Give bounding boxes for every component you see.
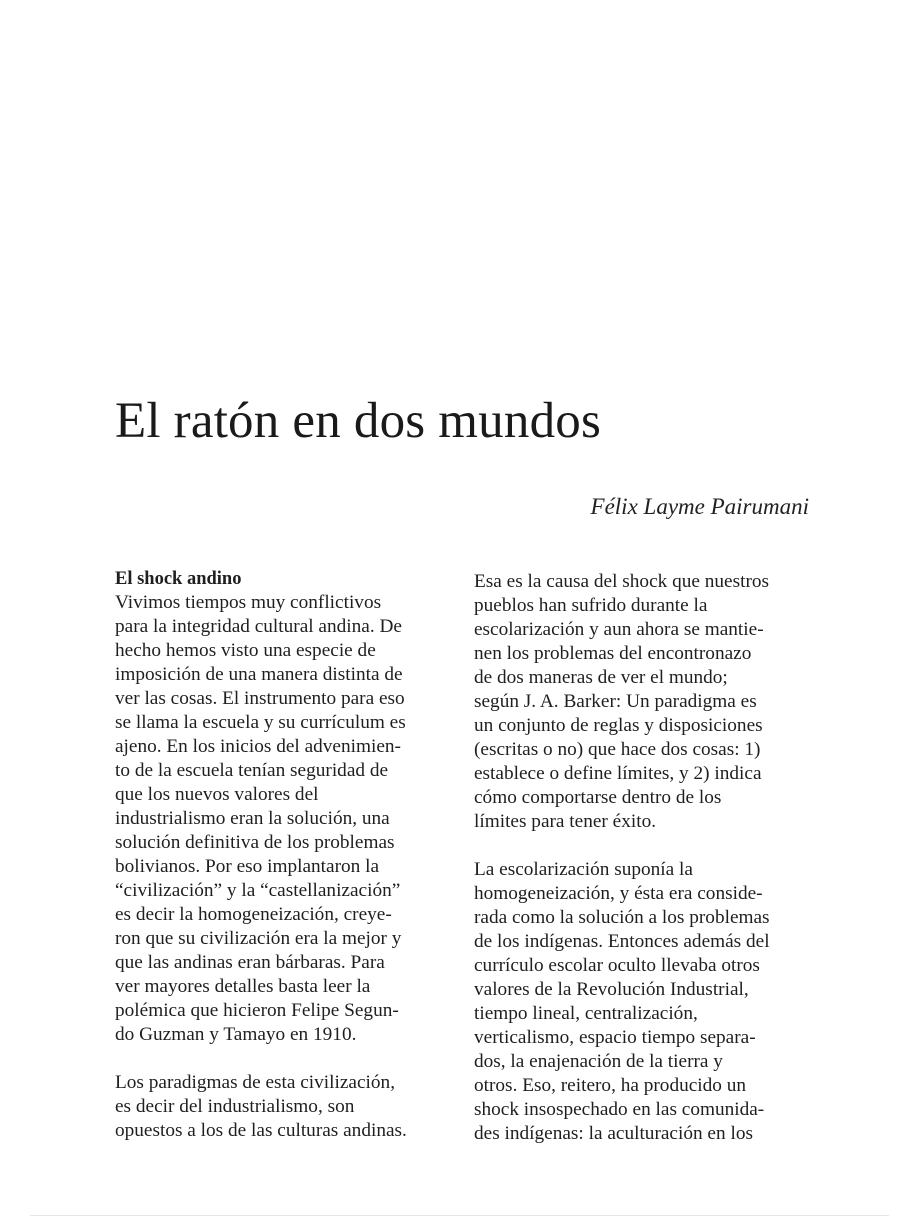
text-line: ver las cosas. El instrumento para eso	[115, 688, 405, 709]
author-name: Félix Layme Pairumani	[590, 494, 809, 519]
text-line: imposición de una manera distinta de	[115, 664, 403, 685]
text-line: opuestos a los de las culturas andinas.	[115, 1120, 407, 1141]
text-line: polémica que hicieron Felipe Segun-	[115, 1000, 399, 1021]
text-line: ajeno. En los inicios del advenimien-	[115, 736, 401, 757]
text-line: que los nuevos valores del	[115, 784, 319, 805]
text-line: establece o define límites, y 2) indica	[474, 763, 762, 784]
text-line: escolarización y aun ahora se mantie-	[474, 619, 764, 640]
right-column	[474, 570, 819, 1146]
text-line: Esa es la causa del shock que nuestros	[474, 571, 770, 592]
text-line: des indígenas: la aculturación en los	[474, 1123, 753, 1144]
text-line: solución definitiva de los problemas	[115, 832, 395, 853]
text-line: ver mayores detalles basta leer la	[115, 976, 371, 997]
text-line: currículo escolar oculto llevaba otros	[474, 955, 760, 976]
text-line: industrialismo eran la solución, una	[115, 808, 390, 829]
article-title: El ratón en dos mundos	[115, 393, 602, 449]
left-paragraph-2	[115, 1071, 455, 1143]
text-line: homogeneización, y ésta era conside-	[474, 883, 763, 904]
text-line: otros. Eso, reitero, ha producido un	[474, 1075, 747, 1096]
text-line: tiempo lineal, centralización,	[474, 1003, 698, 1024]
text-line: valores de la Revolución Industrial,	[474, 979, 749, 1000]
text-line: es decir la homogeneización, creye-	[115, 904, 392, 925]
text-line: “civilización” y la “castellanización”	[115, 880, 401, 901]
paragraph-gap	[115, 1047, 455, 1071]
text-line: límites para tener éxito.	[474, 811, 657, 832]
right-paragraph-2	[474, 858, 819, 1146]
right-paragraph-1	[474, 570, 819, 834]
text-line: rada como la solución a los problemas	[474, 907, 770, 928]
text-line: verticalismo, espacio tiempo separa-	[474, 1027, 756, 1048]
text-line: de los indígenas. Entonces además del	[474, 931, 770, 952]
text-line: según J. A. Barker: Un paradigma es	[474, 691, 757, 712]
text-line: para la integridad cultural andina. De	[115, 616, 402, 637]
text-line: nen los problemas del encontronazo	[474, 643, 752, 664]
text-line: to de la escuela tenían seguridad de	[115, 760, 389, 781]
text-line: de dos maneras de ver el mundo;	[474, 667, 728, 688]
text-line: hecho hemos visto una especie de	[115, 640, 376, 661]
text-line: un conjunto de reglas y disposiciones	[474, 715, 763, 736]
section-heading: El shock andino	[115, 569, 242, 589]
text-line: bolivianos. Por eso implantaron la	[115, 856, 380, 877]
text-line: dos, la enajenación de la tierra y	[474, 1051, 723, 1072]
text-line: es decir del industrialismo, son	[115, 1096, 355, 1117]
text-line: Vivimos tiempos muy conflictivos	[115, 592, 382, 613]
text-line: ron que su civilización era la mejor y	[115, 928, 402, 949]
paragraph-gap	[474, 834, 819, 858]
left-paragraph-1	[115, 591, 455, 1047]
text-line: shock insospechado en las comunida-	[474, 1099, 765, 1120]
text-line: cómo comportarse dentro de los	[474, 787, 722, 808]
text-line: que las andinas eran bárbaras. Para	[115, 952, 385, 973]
text-line: La escolarización suponía la	[474, 859, 693, 880]
left-column	[115, 567, 455, 1143]
text-line: do Guzman y Tamayo en 1910.	[115, 1024, 357, 1045]
text-line: (escritas o no) que hace dos cosas: 1)	[474, 739, 761, 760]
text-line: Los paradigmas de esta civilización,	[115, 1072, 396, 1093]
page-bottom-divider	[30, 1215, 889, 1216]
text-line: se llama la escuela y su currículum es	[115, 712, 406, 733]
text-line: pueblos han sufrido durante la	[474, 595, 708, 616]
